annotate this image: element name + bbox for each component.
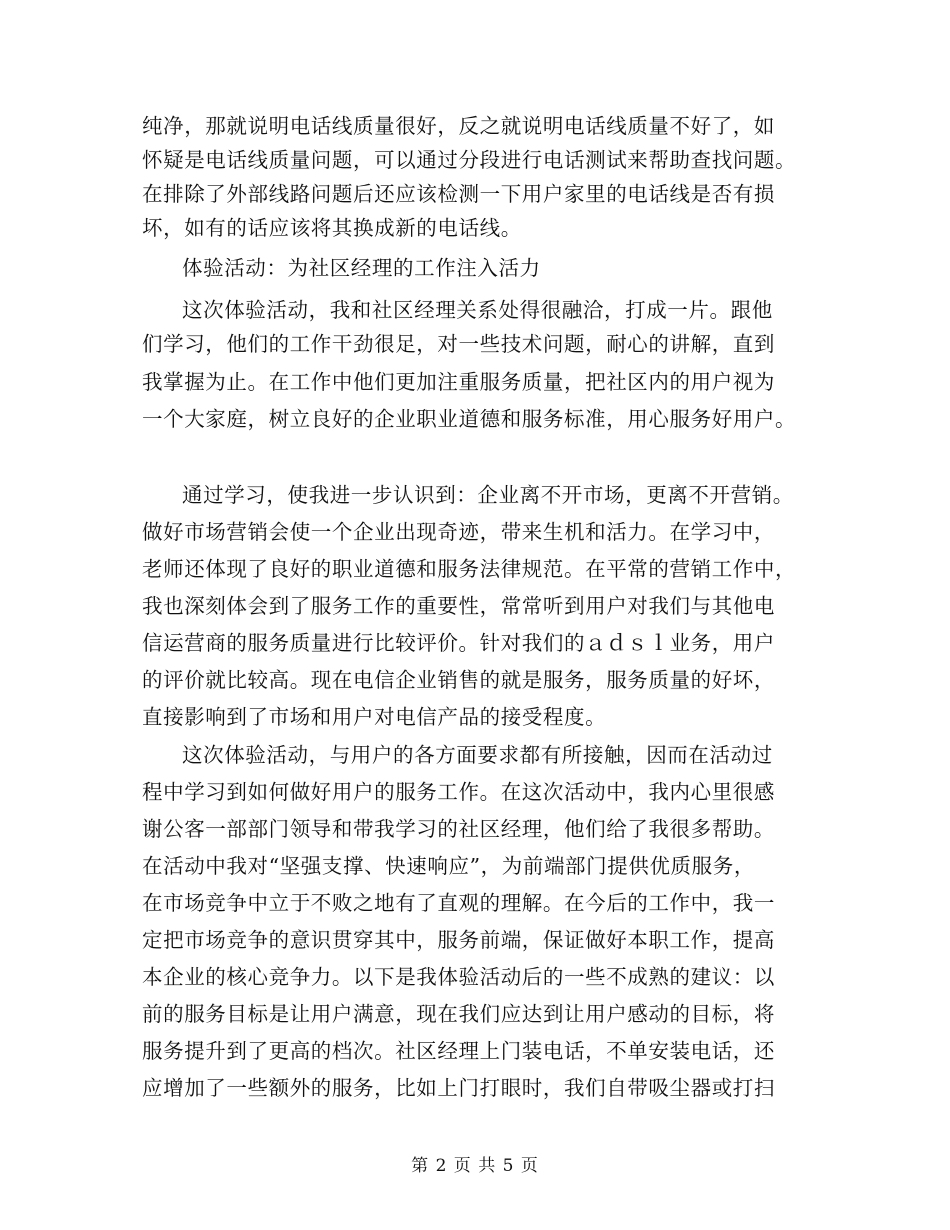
text-line: 们学习，他们的工作干劲很足，对一些技术问题，耐心的讲解，直到 <box>142 332 775 356</box>
text-line: 应增加了一些额外的服务，比如上门打眼时，我们自带吸尘器或打扫 <box>142 1076 775 1100</box>
text-line: 本企业的核心竞争力。以下是我体验活动后的一些不成熟的建议：以 <box>142 965 775 989</box>
text-line: 老师还体现了良好的职业道德和服务法律规范。在平常的营销工作中， <box>142 557 797 581</box>
text-line: 的评价就比较高。现在电信企业销售的就是服务，服务质量的好坏， <box>142 668 775 692</box>
text-line: 直接影响到了市场和用户对电信产品的接受程度。 <box>142 705 607 729</box>
text-line: 通过学习，使我进一步认识到：企业离不开市场，更离不开营销。 <box>182 483 794 507</box>
text-line: 做好市场营销会使一个企业出现奇迹，带来生机和活力。在学习中， <box>142 520 775 544</box>
text-line: 定把市场竞争的意识贯穿其中，服务前端，保证做好本职工作，提高 <box>142 928 775 952</box>
text-line: 我掌握为止。在工作中他们更加注重服务质量，把社区内的用户视为 <box>142 370 775 394</box>
text-line: 一个大家庭，树立良好的企业职业道德和服务标准，用心服务好用户。 <box>142 407 797 431</box>
page-number-footer: 第 2 页 共 5 页 <box>411 1156 539 1176</box>
text-line: 这次体验活动，与用户的各方面要求都有所接触，因而在活动过 <box>182 743 773 767</box>
text-line: 前的服务目标是让用户满意，现在我们应达到让用户感动的目标，将 <box>142 1002 775 1026</box>
text-line: 谢公客一部部门领导和带我学习的社区经理，他们给了我很多帮助。 <box>142 817 775 841</box>
text-line: 这次体验活动，我和社区经理关系处得很融洽，打成一片。跟他 <box>182 298 773 322</box>
text-line: 坏，如有的话应该将其换成新的电话线。 <box>142 216 522 240</box>
text-line: 在市场竞争中立于不败之地有了直观的理解。在今后的工作中，我一 <box>142 891 775 915</box>
text-line: 怀疑是电话线质量问题，可以通过分段进行电话测试来帮助查找问题。 <box>142 148 797 172</box>
text-line: 在排除了外部线路问题后还应该检测一下用户家里的电话线是否有损 <box>142 182 775 206</box>
text-line: 程中学习到如何做好用户的服务工作。在这次活动中，我内心里很感 <box>142 780 775 804</box>
section-heading: 体验活动：为社区经理的工作注入活力 <box>182 256 541 280</box>
text-line: 服务提升到了更高的档次。社区经理上门装电话，不单安装电话，还 <box>142 1039 775 1063</box>
text-line: 在活动中我对“坚强支撑、快速响应”，为前端部门提供优质服务， <box>142 854 755 878</box>
text-line: 信运营商的服务质量进行比较评价。针对我们的ａｄｓｌ业务，用户 <box>142 631 775 655</box>
text-line: 我也深刻体会到了服务工作的重要性，常常听到用户对我们与其他电 <box>142 594 775 618</box>
text-line: 纯净，那就说明电话线质量很好，反之就说明电话线质量不好了，如 <box>142 114 775 138</box>
